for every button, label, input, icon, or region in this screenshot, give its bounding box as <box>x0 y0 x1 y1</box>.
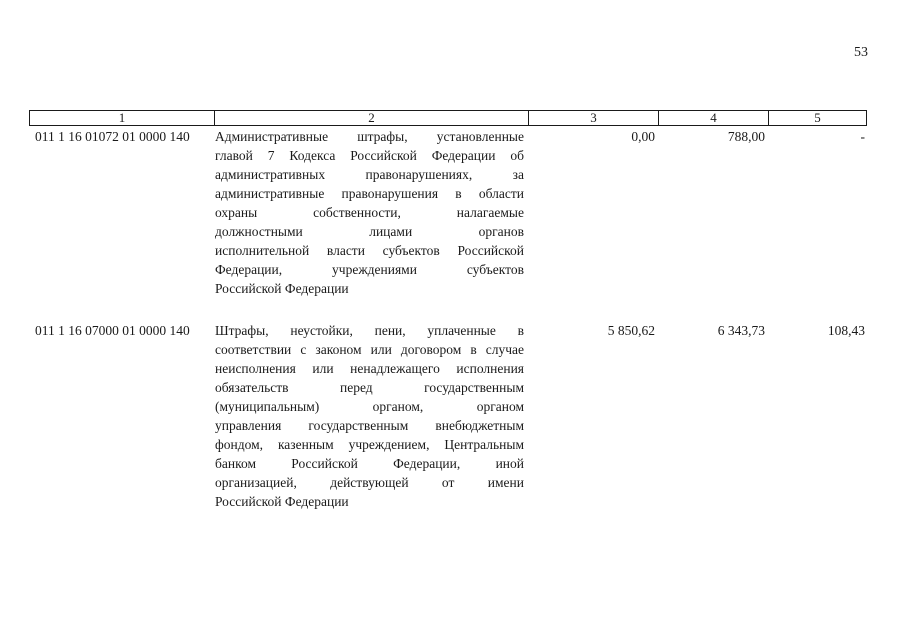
description-line: обязательств перед государственным <box>215 380 524 395</box>
description-line: административных правонарушениях, за <box>215 167 524 182</box>
value-col-3: 5 850,62 <box>607 323 655 338</box>
header-col-5: 5 <box>814 110 821 125</box>
income-description <box>215 321 524 511</box>
table-header <box>29 110 867 126</box>
header-col-3: 3 <box>529 111 659 125</box>
value-col-5: 108,43 <box>827 323 865 338</box>
description-line: Российской Федерации <box>215 281 349 296</box>
description-line: должностными лицами органов <box>215 224 524 239</box>
page-number: 53 <box>854 45 868 60</box>
description-line: охраны собственности, налагаемые <box>215 205 524 220</box>
description-line: Административные штрафы, установленные <box>215 129 524 144</box>
description-line: управления государственным внебюджетным <box>215 418 524 433</box>
budget-code: 011 1 16 01072 01 0000 140 <box>35 129 190 144</box>
description-line: соответствии с законом или договором в случае <box>215 342 524 357</box>
description-line: Российской Федерации <box>215 494 349 509</box>
income-description <box>215 127 524 298</box>
budget-code: 011 1 16 07000 01 0000 140 <box>35 323 190 338</box>
description-line: главой 7 Кодекса Российской Федерации об <box>215 148 524 163</box>
description-line: Федерации, учреждениями субъектов <box>215 262 524 277</box>
description-line: Штрафы, неустойки, пени, уплаченные в <box>215 323 524 338</box>
header-col-4: 4 <box>659 111 769 125</box>
value-col-5: - <box>860 129 865 144</box>
description-line: банком Российской Федерации, иной <box>215 456 524 471</box>
header-col-2: 2 <box>215 111 529 125</box>
description-line: организацией, действующей от имени <box>215 475 524 490</box>
header-col-1: 1 <box>30 111 215 125</box>
value-col-3: 0,00 <box>631 129 655 144</box>
value-col-4: 788,00 <box>727 129 765 144</box>
value-col-4: 6 343,73 <box>717 323 765 338</box>
description-line: (муниципальным) органом, органом <box>215 399 524 414</box>
description-line: исполнительной власти субъектов Российской <box>215 243 524 258</box>
description-line: административные правонарушения в области <box>215 186 524 201</box>
description-line: неисполнения или ненадлежащего исполнения <box>215 361 524 376</box>
description-line: фондом, казенным учреждением, Центральным <box>215 437 524 452</box>
